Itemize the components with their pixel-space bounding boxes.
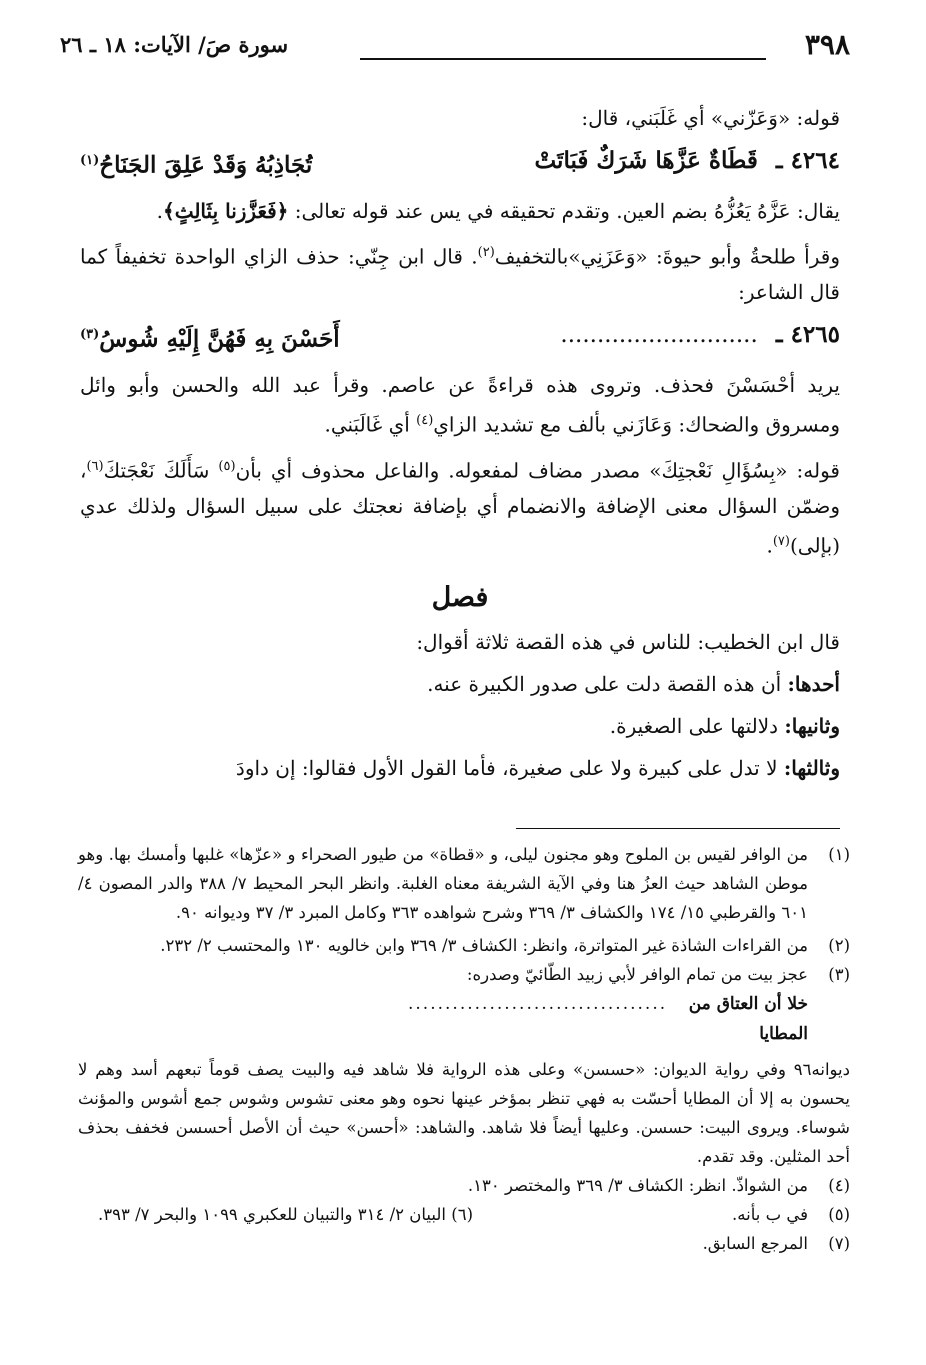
- footnote-ref: (٣): [80, 327, 100, 343]
- footnote-3-verse: خلا أن العتاق من المطايا ...................................: [408, 994, 808, 1044]
- footnote-divider: [516, 828, 840, 829]
- paragraph-5: قوله: «بِسُؤَالِ نَعْجتِكَ» مصدر مضاف لمفعوله. والفاعل محذوف أي بأن$^{(٥)}$ سَأَلَكَ نَعْجَتكَ$^{(٦)}$، وضمّن السؤال معنى الإضافة والانضمام أي بإضافة نعجتك على سبيل السؤال ولذلك عدي (بإلى)$^{(٧)}$.: [80, 458, 840, 558]
- footnote-ref: (٤): [416, 412, 434, 428]
- paragraph-6: قال ابن الخطيب: للناس في هذه القصة ثلاثة أقوال:: [416, 629, 840, 654]
- footnote-5: (٥) في ب بأنه.: [732, 1205, 850, 1224]
- verse-4265: [80, 316, 840, 359]
- footnotes: [78, 840, 850, 1258]
- footnote-ref: (٧): [772, 534, 790, 550]
- verse-4264: [80, 142, 840, 185]
- footnote-ref: (١): [80, 153, 100, 168]
- running-title: سورة صَ/ الآيات: ١٨ ـ ٢٦: [60, 32, 289, 57]
- list-label: وثانيها:: [784, 713, 840, 738]
- footnote-ref: (٥): [218, 458, 236, 474]
- footnote-ref: (٦): [86, 458, 104, 474]
- paragraph-7: أحدها: أن هذه القصة دلت على صدور الكبيرة عنه.: [427, 671, 840, 696]
- paragraph-2: يقال: عَزَّهُ يَعُزُّهُ بضم العين. وتقدم تحقيقه في يس عند قوله تعالى: ﴿فَعَزَّزنا بِثَالِثٍ﴾.: [156, 198, 840, 223]
- footnote-7: (٧) المرجع السابق.: [702, 1234, 850, 1253]
- footnote-5-6-row: [78, 1200, 850, 1229]
- footnote-3-continued: ديوانه٩٦ وفي رواية الديوان: «حسسن» وعلى هذه الرواية فلا شاهد فيه والبيت يصف قوماً تبعهم أسد وهم لا يحسون به إلا أن المطايا أحسّت به فهي تنظر بمؤخر عينها نحوه وهو معنى تشوس وشوس جمع أشوس والمؤنث شوساء. ويروى البيت: حسسن. وعليها أيضاً فلا شاهد. والشاهد: «أحسن» حيث أن الأصل أحسسن فخفف بحذف أحد المثلين. وقد تقدم.: [78, 1060, 850, 1166]
- paragraph-9: وثالثها: لا تدل على كبيرة ولا على صغيرة، فأما القول الأول فقالوا: إن داودَ: [235, 755, 840, 780]
- main-text: [80, 100, 840, 792]
- list-label: وثالثها:: [783, 755, 840, 780]
- quran-quote: ﴿فَعَزَّزنا بِثَالِثٍ﴾: [162, 198, 289, 223]
- footnote-6: (٦) البيان ٢/ ٣١٤ والتبيان للعكبري ١٠٩٩ والبحر ٧/ ٣٩٣.: [98, 1205, 474, 1224]
- footnote-4: (٤) من الشواذّ. انظر: الكشاف ٣/ ٣٦٩ والمختصر ١٣٠.: [467, 1176, 850, 1195]
- footnote-3: (٣) عجز بيت من تمام الوافر لأبي زبيد الطّائيّ وصدره:: [466, 965, 850, 984]
- verse-second-hemistich: أَحَسْنَ بِهِ فَهُنَّ إِلَيْهِ شُوسُ: [99, 325, 340, 353]
- footnote-ref: (٢): [477, 244, 495, 260]
- footnote-1: (١) من الوافر لقيس بن الملوح وهو مجنون ليلى، و «قطاة» من طيور الصحراء و «عزّها» غلبها وأمسك بها. وهو موطن الشاهد حيث العزُ هنا وفي الآية الشريفة معناه الغلبة. وانظر البحر المحيط ٧/ ٣٨٨ والدر المصون ٤/ ٦٠١ والقرطبي ١٥/ ١٧٤ والكشاف ٣/ ٣٦٩ وشرح شواهده ٣٦٣ وكامل المبرد ٣/ ٣٧ وديوانه ٩٠.: [78, 845, 850, 922]
- paragraph-3: وقرأ طلحةُ وأبو حيوةَ: «وَعَزَنِي»بالتخفيف$^{(٢)}$. قال ابن جِنّي: حذف الزاي الواحدة تخفيفاً كما قال الشاعر:: [80, 244, 840, 305]
- verse-second-hemistich: تُجَاذِبُهُ وَقَدْ عَلِقَ الجَنَاحُ: [99, 151, 313, 179]
- paragraph-1: قوله: «وَعَزّني» أي غَلَبَني، قال:: [581, 106, 840, 130]
- page-number: ٣٩٨: [804, 28, 850, 61]
- verse-number: ٤٢٦٥ ـ: [775, 321, 840, 349]
- verse-omitted-hemistich: ...........................: [560, 322, 758, 349]
- header-rule: [360, 58, 766, 60]
- footnote-2: (٢) من القراءات الشاذة غير المتواترة، وانظر: الكشاف ٣/ ٣٦٩ وابن خالويه ١٣٠ والمحتسب ٢/ ٢٣٢.: [160, 936, 850, 955]
- list-label: أحدها:: [787, 671, 840, 696]
- page-header: [60, 28, 850, 68]
- paragraph-4: يريد أحْسَسْنَ فحذف. وتروى هذه قراءةً عن عاصم. وقرأ عبد الله والحسن وأبو وائل ومسروق والضحاك: وَعَازَني بألف مع تشديد الزاي$^{(٤)}$ أي غَالَبَني.: [80, 372, 840, 437]
- section-heading: فصل: [431, 581, 489, 613]
- verse-number: ٤٢٦٤ ـ: [775, 147, 840, 174]
- paragraph-8: وثانيها: دلالتها على الصغيرة.: [609, 713, 840, 738]
- verse-first-hemistich: قَطَاةٌ عَزَّهَا شَرَكٌ فَبَاتَتْ: [534, 147, 758, 174]
